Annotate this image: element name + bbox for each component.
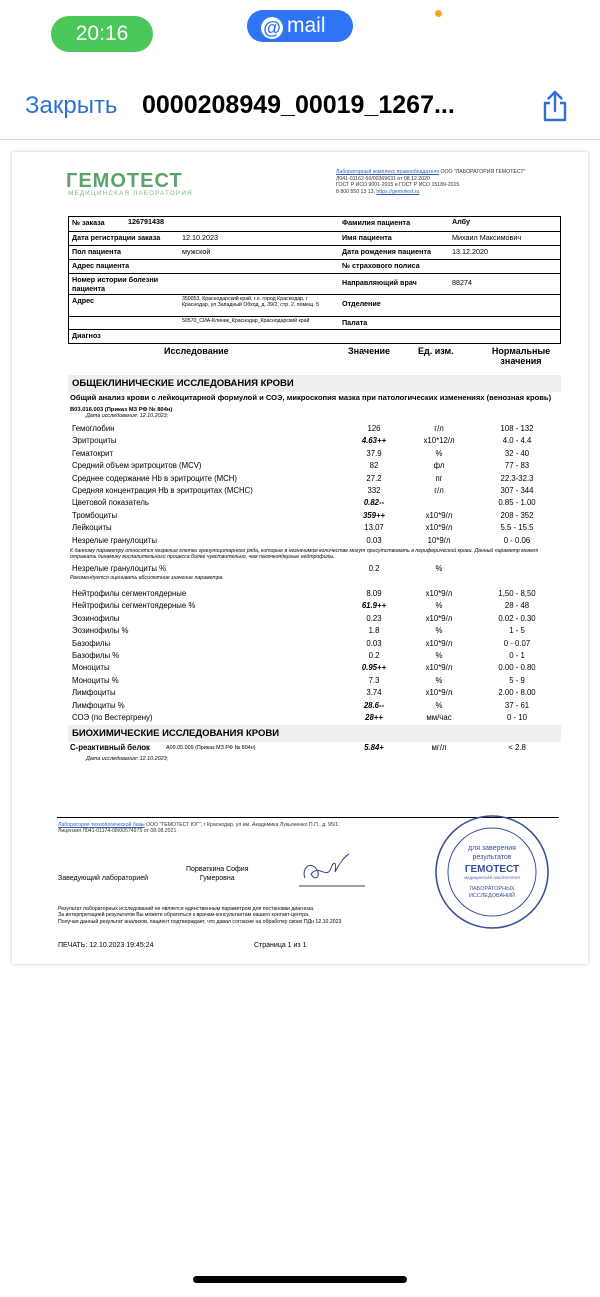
footnote: К данному параметру относятся незрелые клетки гранулоцитарного ряда, которые в незначимом количестве могут присутствовать в периферической крови. Данный параметр может отражать динамику воспалительного процесса более чувствительно, чем палочкоядерные нейтрофилы. [70,548,539,561]
test-reference: 0 - 10 [507,712,527,722]
section-heading: ОБЩЕКЛИНИЧЕСКИЕ ИССЛЕДОВАНИЯ КРОВИ [68,375,561,392]
test-value: 0.95++ [361,663,387,673]
test-unit: мм/час [426,712,452,722]
test-unit: % [435,448,443,458]
test-value: 27.2 [366,473,382,483]
result-row [68,535,561,547]
test-reference: 0 - 1 [509,650,525,660]
at-icon: @ [261,17,283,39]
test-name: Незрелые гранулоциты % [72,564,167,573]
test-value: 28.6-- [363,700,385,710]
disclaimer: Результат лабораторных исследований не является единственным параметром для постановки диагноза. За интерпретацией результатов Вы можете обратиться к врачам-консультантам нашего контакт-центра. Получая данный результат анализов, пациент подтверждает, что давал согласие на обработку своих ПДн 12.10.2023 [58,906,342,925]
test-reference: 5 - 9 [509,675,525,685]
test-value: 8.09 [366,589,382,598]
gemotest-logo: ГЕМОТЕСТ [66,170,183,192]
test-value: 332 [367,485,381,495]
result-row: С-реактивный белок A09.05.009 (Приказ МЗ РФ № 804н) 5.84+ мг/л < 2.8 [70,743,526,752]
result-row [68,423,561,435]
test-reference: 0 - 0.06 [503,535,531,545]
test-unit: пг [435,473,443,483]
test-value: 0.23 [366,613,382,623]
document-title: 0000208949_00019_1267... [142,91,455,119]
test-name: Среднее содержание Hb в эритроците (MCH) [72,473,238,483]
test-reference: 32 - 40 [504,448,530,458]
test-reference: 77 - 83 [504,461,530,471]
head-of-lab-name: Порваткина София Гумеровна [186,866,249,882]
test-reference: 5.5 - 15.5 [500,523,534,533]
test-name: Эозинофилы % [72,626,129,636]
result-row [68,473,561,485]
logo-subtitle: МЕДИЦИНСКАЯ ЛАБОРАТОРИЯ [68,190,193,197]
test-unit: x10*9/л [425,663,453,673]
result-row [68,712,561,724]
result-row [68,600,561,612]
tech-lab-info: Лаборатория технологической базы ООО "ГЕМОТЕСТ ЮГ", г Краснодар, ул им. Академика Лукьяненко П.П., д. 95/1. Лицензия Л041-01174-08/00574975 от 08.08.2021 [58,822,340,835]
privacy-indicator-dot [435,10,442,17]
result-row [68,650,561,662]
test-reference: 4.0 - 4.4 [502,436,532,446]
home-indicator[interactable] [193,1276,407,1283]
test-name: СОЭ (по Вестергрену) [72,712,153,722]
test-unit: фл [433,461,445,471]
test-name: Моноциты [72,663,110,673]
test-reference: 0.85 - 1.00 [498,498,536,508]
result-row [68,435,561,447]
test-name: Нейтрофилы сегментоядерные [72,589,187,598]
test-unit: % [435,700,443,710]
test-unit: г/л [434,485,444,495]
test-name: Базофилы % [72,650,120,660]
result-row [68,700,561,712]
stamp-line: ЛАБОРАТОРНЫХ [469,886,515,892]
result-row [68,522,561,534]
website-link[interactable]: https://gemotest.ru [376,188,420,195]
test-name: Тромбоциты [72,510,118,520]
mail-label: mail [287,14,326,37]
result-row [68,638,561,650]
lab-link[interactable]: Лабораторный комплекс правообладателя [336,169,440,175]
test-name: Нейтрофилы сегментоядерные % [72,601,196,611]
footnote: Рекомендуется оценивать абсолютное значение параметра. [70,575,224,581]
test-unit: x10*9/л [425,523,453,533]
test-value: 61.9++ [361,601,387,611]
test-unit: % [435,564,443,573]
test-value: 0.82-- [363,498,385,508]
test-value: 7.3 [368,675,380,685]
test-name: Незрелые гранулоциты [72,535,157,545]
test-name: Гематокрит [72,448,114,458]
result-row [68,460,561,472]
test-reference: 0.00 - 0.80 [498,663,536,673]
test-unit: % [435,650,443,660]
test-value: 4.63++ [361,436,387,446]
test-reference: 208 - 352 [500,510,534,520]
test-value: 0.2 [368,564,380,573]
stamp-line: ГЕМОТЕСТ [464,864,520,875]
test-unit: x10*9/л [425,510,453,520]
result-row [68,687,561,699]
result-row [68,625,561,637]
result-row [68,497,561,509]
test-value: 359++ [362,510,386,520]
signature [297,850,367,890]
test-name: Эозинофилы [72,613,120,623]
test-name: Базофилы [72,638,111,648]
share-icon[interactable] [540,89,570,123]
test-name: Средний объем эритроцитов (MCV) [72,461,202,471]
section-heading: БИОХИМИЧЕСКИЕ ИССЛЕДОВАНИЯ КРОВИ [68,725,561,742]
lab-stamp [432,812,552,932]
result-row [68,510,561,522]
result-row [68,613,561,625]
result-row [68,485,561,497]
test-reference: 1,50 - 8,50 [498,589,536,598]
stamp-line: МЕДИЦИНСКАЯ ЛАБОРАТОРИЯ [464,876,520,880]
test-value: 0.03 [366,535,382,545]
results-rows [68,742,561,754]
print-timestamp: ПЕЧАТЬ: 12.10.2023 19:45:24 [58,942,154,949]
test-value: 3.74 [366,688,382,698]
test-reference: 0.02 - 0.30 [498,613,536,623]
test-reference: 1 - 5 [509,626,525,636]
test-name: Цветовой показатель [72,498,149,508]
close-button[interactable]: Закрыть [25,92,118,119]
results-rows [68,588,561,724]
test-value: 126 [367,424,381,433]
patient-info-table: № заказа 126791438 Фамилия пациента Албу Дата регистрации заказа 12.10.2023 Имя пациента Михаил Максимович Пол пациента мужской Дата рождения пациента 13.12.2020 Адрес пациента № страхового полиса Номер истории болезни пациента Направляющий врач 88274 Адрес 350053, Краснодарский край, г.о. город Краснодар, г Краснодар, ул Западный Обход, д. 39/2, стр. 2, помещ. 5 Отделение 50570_СИА-Клиник_Краснодар_Краснодарский край Палата Диагноз [68,216,561,344]
nav-bar [0,70,600,140]
test-value: 0.2 [368,650,380,660]
test-unit: x10*9/л [425,589,453,598]
patient-surname: Албу [452,217,471,226]
test-name: Средняя концентрация Hb в эритроцитах (MCHC) [72,485,253,495]
test-unit: x10*9/л [425,638,453,648]
test-value: 0.03 [366,638,382,648]
study-date-note: Дата исследования: 12.10.2023; [86,413,169,419]
test-unit: г/л [434,424,444,433]
head-of-lab-label: Заведующий лабораторией [58,875,148,882]
test-name: Лейкоциты [72,523,112,533]
lab-report-document[interactable] [12,152,588,964]
test-unit: 10*9/л [427,535,451,545]
status-bar [0,0,600,70]
test-value: 37.9 [366,448,382,458]
test-reference: 37 - 61 [504,700,530,710]
results-rows [68,563,561,575]
stamp-line: для заверения [468,845,516,852]
order-number: 126791438 [128,217,164,226]
test-unit: % [435,626,443,636]
test-reference: 307 - 344 [500,485,534,495]
test-unit: % [435,675,443,685]
test-reference: 22.3-32.3 [500,473,534,483]
test-value: 1.8 [368,626,380,636]
test-unit: x10*12/л [423,436,455,446]
test-unit: x10*9/л [425,613,453,623]
results-column-headers: Исследование Значение Ед. изм. Нормальные значения [164,346,551,366]
result-row [68,448,561,460]
result-row [68,675,561,687]
result-row [68,588,561,600]
test-name: Лимфоциты % [72,700,125,710]
stamp-line: результатов [472,854,512,861]
lab-info: Лабораторный комплекс правообладателя ООО "ЛАБОРАТОРИЯ ГЕМОТЕСТ" Л041-01162-50/00369631 от 08.12.2020 ГОСТ Р ИСО 9001-2015 и ГОСТ Р ИСО 15189-2015 8 800 550 13 13, https://gemotest.ru [336,169,526,195]
test-name: Гемоглобин [72,424,115,433]
test-reference: 2.00 - 8.00 [498,688,536,698]
test-name: Лимфоциты [72,688,116,698]
test-name: Эритроциты [72,436,117,446]
test-unit: % [435,601,443,611]
test-value: 28++ [365,712,383,722]
result-row [68,563,561,575]
results-rows [68,423,561,547]
test-reference: 28 - 48 [504,601,530,611]
status-time: 20:16 [51,16,153,52]
result-row [68,662,561,674]
test-reference: 0 - 0.07 [503,638,531,648]
mail-app-pill[interactable] [247,10,353,42]
stamp-line: ИССЛЕДОВАНИЙ [468,893,516,899]
test-unit: x10*9/л [425,688,453,698]
test-value: 82 [369,461,379,471]
test-value: 13.07 [364,523,384,533]
test-reference: 108 - 132 [500,424,534,433]
study-date-note: Дата исследования: 12.10.2023; [86,756,169,762]
test-title: Общий анализ крови с лейкоцитарной формулой и СОЭ, микроскопия мазка при патологических изменениях (венозная кровь) В03.016.003 (Приказ МЗ РФ № 804н) [70,393,552,413]
test-name: Моноциты % [72,675,119,685]
page-number: Страница 1 из 1 [254,942,307,949]
